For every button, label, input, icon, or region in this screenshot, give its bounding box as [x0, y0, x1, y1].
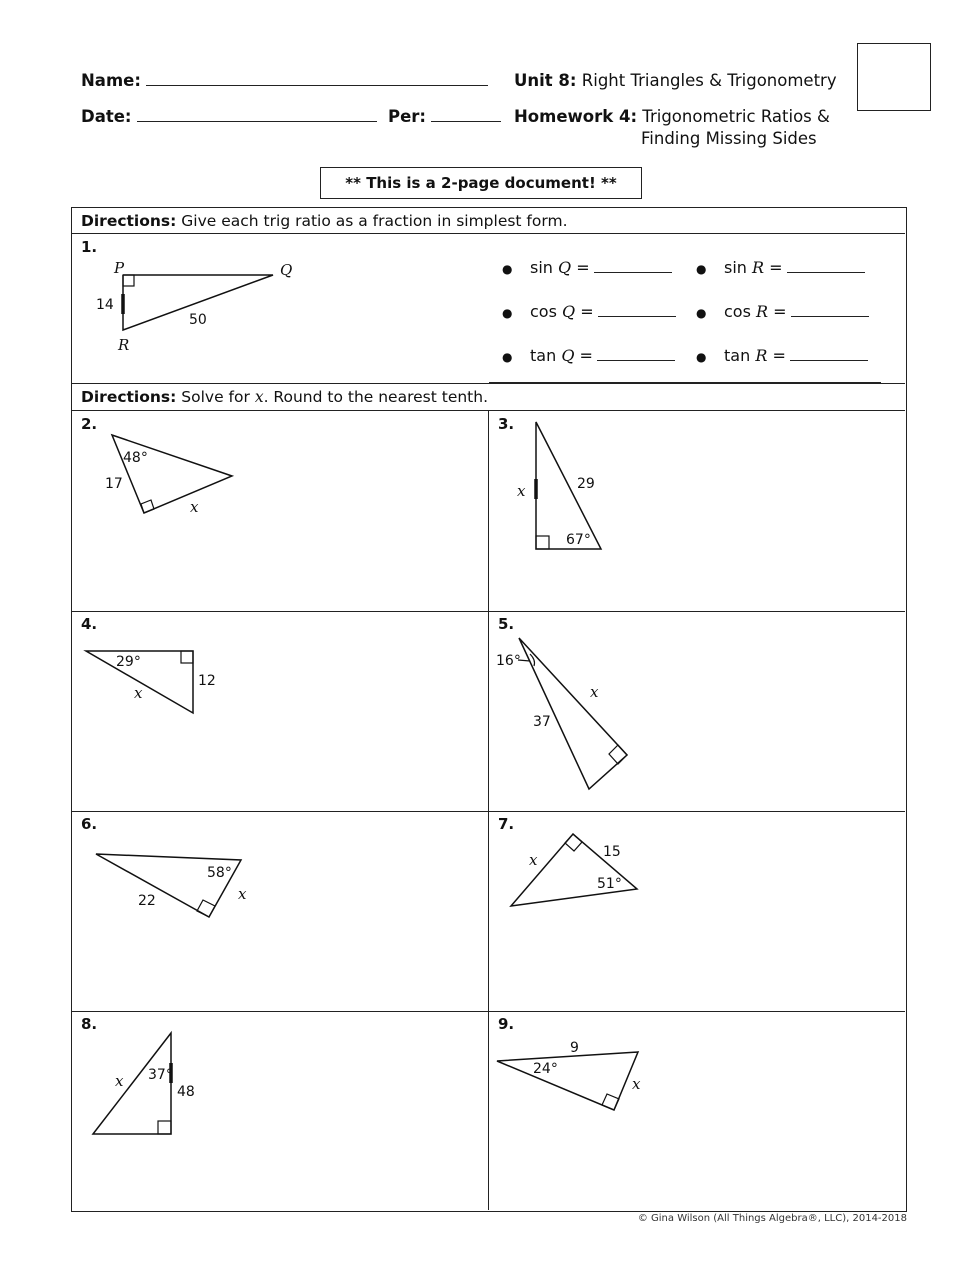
triangle-figure-8 — [93, 1033, 195, 1134]
right-angle-mark — [565, 834, 582, 851]
right-angle-mark — [141, 500, 154, 513]
unknown-label: x — [190, 498, 199, 516]
copyright: © Gina Wilson (All Things Algebra®, LLC), 2014-2018 — [637, 1213, 907, 1224]
angle-label: 48° — [123, 450, 148, 466]
right-angle-mark — [181, 651, 193, 663]
triangle-figure-6 — [96, 854, 247, 917]
vertex-p-label: P — [114, 259, 125, 277]
angle-label: 58° — [207, 865, 232, 881]
right-angle-mark — [158, 1121, 171, 1134]
problem-number: 6. — [81, 815, 98, 833]
homework-name-line1: Trigonometric Ratios & — [642, 107, 830, 126]
homework-label: Homework 4: — [514, 107, 638, 126]
page-notice: ** This is a 2-page document! ** — [320, 167, 642, 199]
problem-number: 8. — [81, 1015, 98, 1033]
unknown-label: x — [134, 684, 143, 702]
problem-number: 7. — [498, 815, 515, 833]
triangle-figure-3 — [517, 422, 601, 549]
angle-label: 29° — [116, 654, 141, 670]
side-label: 15 — [603, 844, 621, 860]
right-angle-mark — [536, 536, 549, 549]
ratio-item: ● tan R = — [696, 346, 868, 365]
directions-1-text: Give each trig ratio as a fraction in simplest form. — [181, 212, 568, 230]
side-label: 9 — [570, 1040, 579, 1056]
unknown-label: x — [632, 1075, 641, 1093]
right-angle-mark — [197, 900, 215, 917]
unknown-label: x — [590, 683, 599, 701]
right-angle-mark — [602, 1094, 619, 1110]
side-label: 17 — [105, 476, 123, 492]
ratio-item: ● cos Q = — [502, 302, 676, 321]
angle-label: 51° — [597, 876, 622, 892]
problem-number: 2. — [81, 415, 98, 433]
side-label: 12 — [198, 673, 216, 689]
directions-2-var: x — [254, 388, 264, 406]
problem-number: 4. — [81, 615, 98, 633]
problem-number: 1. — [81, 238, 98, 256]
right-angle-mark — [609, 745, 627, 764]
ratio-item: ● tan Q = — [502, 346, 675, 365]
unknown-label: x — [517, 482, 526, 500]
angle-label: 16° — [496, 653, 521, 669]
vertex-q-label: Q — [280, 261, 293, 279]
ratio-item: ● cos R = — [696, 302, 869, 321]
per-label: Per: — [388, 107, 427, 126]
angle-label: 24° — [533, 1061, 558, 1077]
unknown-label: x — [529, 851, 538, 869]
side-label: 48 — [177, 1084, 195, 1100]
triangle-figure-5 — [496, 638, 627, 789]
side-label: 37 — [533, 714, 551, 730]
angle-label: 67° — [566, 532, 591, 548]
unknown-label: x — [238, 885, 247, 903]
angle-label: 37° — [148, 1067, 173, 1083]
unknown-label: x — [115, 1072, 124, 1090]
ratio-item: ● sin Q = — [502, 258, 672, 277]
homework-name-line2: Finding Missing Sides — [641, 129, 817, 148]
problem-number: 3. — [498, 415, 515, 433]
side-pr-label: 14 — [96, 297, 114, 313]
directions-2-text-pre: Solve for — [181, 388, 250, 406]
problem-number: 5. — [498, 615, 515, 633]
triangle-figure-7 — [511, 834, 637, 906]
directions-1-label: Directions: — [81, 212, 177, 230]
directions-2-label: Directions: — [81, 388, 177, 406]
triangle-figure-2 — [105, 435, 232, 516]
side-label: 29 — [577, 476, 595, 492]
vertex-r-label: R — [118, 336, 130, 354]
triangle-figure-9 — [497, 1040, 641, 1110]
directions-2-text-post: . Round to the nearest tenth. — [263, 388, 489, 406]
side-label: 22 — [138, 893, 156, 909]
unit-label: Unit 8: — [514, 71, 577, 90]
triangle-figure-4 — [86, 651, 216, 713]
ratio-item: ● sin R = — [696, 258, 865, 277]
problem-number: 9. — [498, 1015, 515, 1033]
unit-name: Right Triangles & Trigonometry — [581, 71, 837, 90]
side-qr-label: 50 — [189, 312, 207, 328]
date-label: Date: — [81, 107, 132, 126]
name-label: Name: — [81, 71, 141, 90]
